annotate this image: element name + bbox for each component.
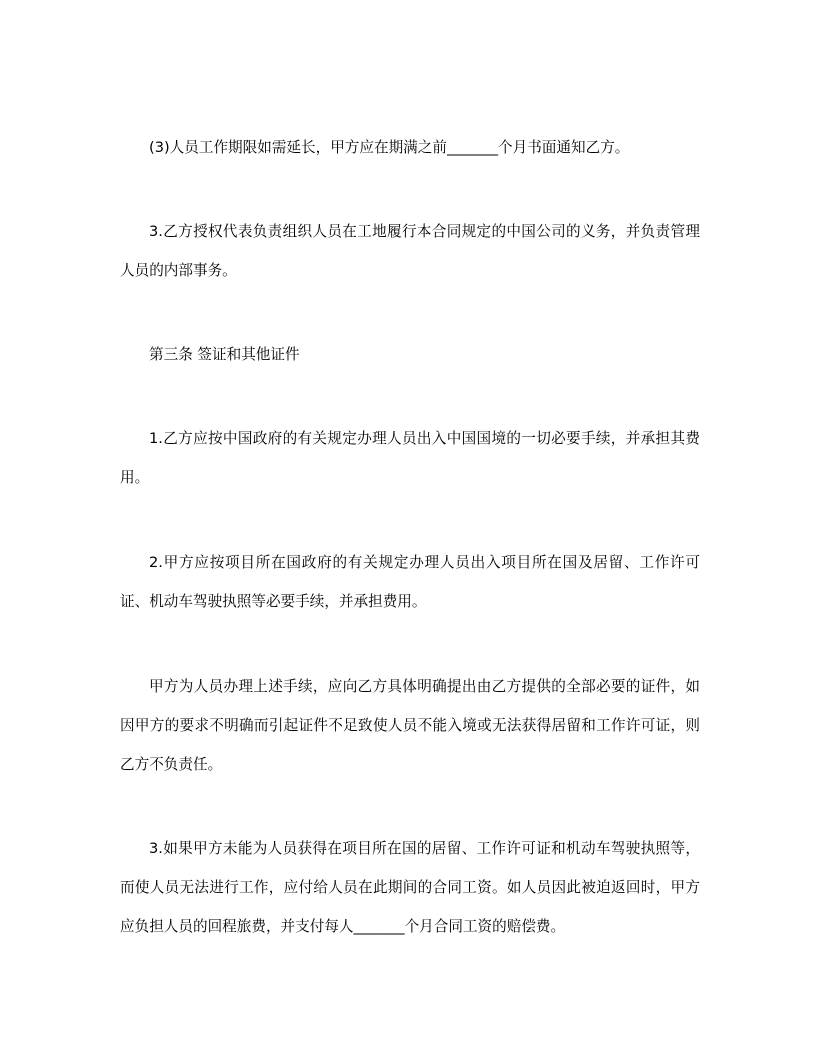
paragraph-china-exit-formalities: 1.乙方应按中国政府的有关规定办理人员出入中国国境的一切必要手续，并承担其费用。 [120,430,700,486]
paragraph-compensation: 3.如果甲方未能为人员获得在项目所在国的居留、工作许可证和机动车驾驶执照等，而使人员无法进行工作，应付给人员在此期间的合同工资。如人员因此被迫返回时，甲方应负担人员的回程旅费，并支付每人_______个月合同工资的赔偿费。 [120,840,700,935]
article-heading-visas: 第三条 签证和其他证件 [149,346,300,363]
paragraph-party-b-representative: 3.乙方授权代表负责组织人员在工地履行本合同规定的中国公司的义务，并负责管理人员的内部事务。 [120,223,700,279]
paragraph-document-requirements: 甲方为人员办理上述手续，应向乙方具体明确提出由乙方提供的全部必要的证件，如因甲方的要求不明确而引起证件不足致使人员不能入境或无法获得居留和工作许可证，则乙方不负责任。 [120,678,700,773]
paragraph-project-country-permits: 2.甲方应按项目所在国政府的有关规定办理人员出入项目所在国及居留、工作许可证、机动车驾驶执照等必要手续，并承担费用。 [120,554,700,610]
paragraph-extension-notice: (3)人员工作期限如需延长，甲方应在期满之前_______个月书面通知乙方。 [149,139,630,156]
